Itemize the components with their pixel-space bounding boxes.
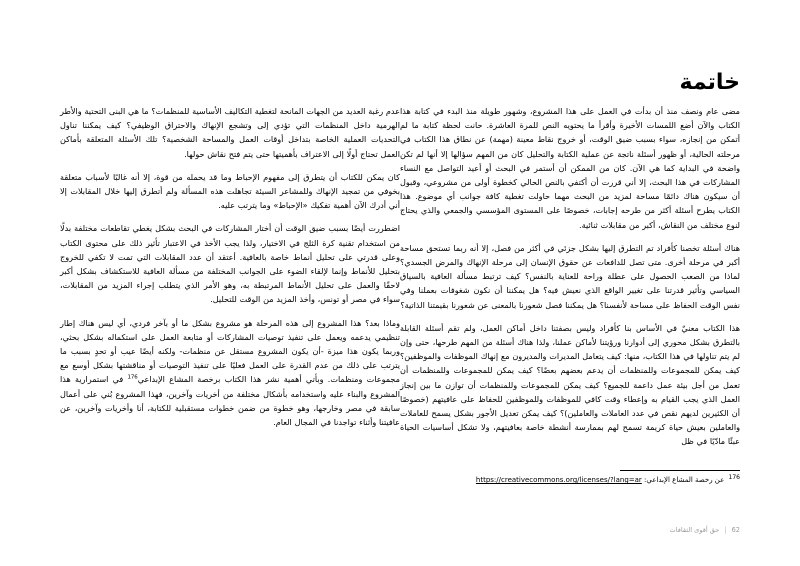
paragraph: مضى عام ونصف منذ أن بدأت في العمل على هذا المشروع، وشهور طويلة منذ البدء في كتابة هذا الكتاب والآن أضع اللمسات الأخيرة وأقرأ ما يحتويه النص للمرة العاشرة. حانت لحظة كتابة ما لم أتمكن من إنجازه، سواء بسبب ضيق الوقت، أو خروج نقاط معينة (مهمة) عن نطاق هذا الكتاب في مرحلته الحالية، أو ظهور أسئلة ناتجة عن عملية الكتابة والتحليل كان من المهم سؤالها إلا أنها لم تكن واضحة في البداية كما هي الآن. كان من الممكن أن أستمر في البحث أو أعيد التواصل مع النساء المشاركات في هذا البحث، إلا أني قررت أن أكتفي بالنص الحالي كخطوة أولى من مشروعي، وقبول أن سيكون هناك دائمًا مساحة لمزيد من البحث مهما حاولت تغطية كافة جوانب أي موضوع. هذا الكتاب يطرح أسئلة أكثر من طرحه إجابات، خصوصًا على المستوى المؤسسي والجمعي والذي يحتاج لنوع مختلف من النقاش، أكبر من مقابلات ثنائية. <box>400 106 740 230</box>
body-columns <box>60 104 740 484</box>
chapter-title: خاتمة <box>679 69 740 95</box>
footnote-zone <box>399 470 740 486</box>
column-left <box>60 104 400 429</box>
page-footer <box>60 526 740 534</box>
paragraph: هذا الكتاب معنيٌ في الأساس بنا كأفراد وليس بصفتنا داخل أماكن العمل، ولم تقم أسئلة القابلة بالتطرق بشكل محوري إلى أدوارنا ورؤيتنا لأماكن عملنا، ولذا هناك أسئلة من المهم طرحها، حتى وإن لم يتم تناولها في هذا الكتاب، منها: كيف يتعامل المديرات والمديرون مع إنهاك الموظفات والموظفين؟ كيف يمكن للمجموعات وللمنظمات أن يدعم بعضهم بعضًا؟ كيف يمكن للمجموعات وللمنظمات أن تعمل من أجل بيئة عمل داعمة للجميع؟ كيف يمكن للمجموعات وللمنظمات أن توازن ما بين إنجاز العمل الذي يجب القيام به وإعطاء وقت كافي للموظفات وللموظفين للحفاظ على عافيتهم (خصوصًا أن الكثيرين لديهم نقص في عدد العاملات والعاملين)؟ كيف يمكن تعديل الأجور بشكل يسمح للعاملات والعاملين بعيش حياة كريمة تسمح لهم بممارسة أنشطة خاصة بعافيتهم، ولا تشكل أساسيات الحياة عبئًا مادّيًا في ظل <box>400 322 740 447</box>
paragraph: هناك أسئلة تخصنا كأفراد تم التطرق إليها بشكل جزئي في أكثر من فصل، إلا أنه ربما تستحق مساحة أكبر في مرحلة أخرى. متى تصل للدافعات عن حقوق الإنسان إلى مرحلة الإنهاك والمرض الجسدي؟ لماذا من الصعب الحصول على عطلة وراحة للعناية بالنفس؟ كيف ترتبط مسألة العافية بالسياق السياسي وتأثير قدرتنا على تغيير الواقع الذي نعيش فيه؟ هل يمكننا أن نكون شغوفات بعملنا وفي نفس الوقت الحفاظ على مساحة لأنفسنا؟ هل يمكننا فصل شعورنا بالمعنى عن شعورنا بقيمتنا الذاتية؟ <box>400 242 740 310</box>
footnote-text: عن رخصة المشاع الإبداعي: <box>644 476 725 484</box>
paragraph-with-footnote-ref <box>60 316 400 430</box>
paragraph: عدم رغبة العديد من الجهات المانحة لتغطية التكاليف الأساسية للمنظمات؟ ما هي البنى التحتية والأطر الهرمية داخل المنظمات التي تؤدي إلى وتشجع الإنهاك والاحتراق الوظيفي؟ كيف يمكننا تناول التحديات العملية الخاصة بتداخل أوقات العمل والمساحة الشخصية؟ تلك الأسئلة المتعلقة بأماكن العمل تحتاج أولًا إلى الاعتراف بأهميتها حتى يتم فتح نقاش حولها. <box>60 106 400 159</box>
column-right <box>400 104 740 449</box>
footnote-link[interactable]: https://creativecommons.org/licenses/?lang=ar <box>475 476 642 484</box>
paragraph-text: وماذا بعد؟ هذا المشروع إلى هذه المرحلة هو مشروع بشكل ما أو بآخر فردي، أي ليس هناك إطار تنظيمي يدعمه ويعمل على تنفيذ توصيات المشاركات أو متابعة العمل على استكماله بشكل بحثي، وربما يكون هذا ميزة -أن يكون المشروع مستقل عن منظمات- ولكنه أيضًا عيب أو تحدٍ بسبب ما يترتب على ذلك من عدم القدرة على العمل فعليًا على تنفيذ التوصيات أو مناقشتها بشكل أوسع مع مجموعات ومنظمات. وبأتي أهمية نشر هذا الكتاب برخصة المشاع الإبداعي$^{176}$ في استمرارية هذا المشروع والبناء عليه واستخدامه بأشكال مختلفة من أخريات وآخرين، فهذا المشروع بُني على أعمال سابقة في مصر وخارجها، وهو خطوة من ضمن خطوات مستقبلية للكتابة، أنا وأخريات وآخرين، عن عافيتنا وأثناء تواجدنا في المجال العام. <box>60 317 400 428</box>
footer-separator: | <box>724 526 727 534</box>
footnote-number: 176 <box>728 473 740 481</box>
footnote-separator-rule <box>620 470 740 471</box>
footer-book-title: حق أقوى الثقافات <box>669 526 720 534</box>
paragraph: اضطررت أيضًا بسبب ضيق الوقت أن أختار المشاركات في البحث بشكل يغطي تقاطعات مختلفة بدلًا من استخدام تقنية كرة الثلج في الاختيار، ولذا يجب الأخذ في الاعتبار تأثير ذلك على محتوى الكتاب وعلى قدرتي على تحليل أنماط خاصة بالعافية. أعتقد أن عدد المقابلات التي تمت لا تكفي للخروج بتحليل للأنماط وإنما لإلقاء الضوء على الجوانب المختلفة من مسألة العافية للاستكشاف بشكل أكبر لاحقًا والعمل على تحليل الأنماط المرتبطة به، وهو الأمر الذي يتطلب إجراء المزيد من المقابلات، سواء في مصر أو تونس، وأخذ المزيد من الوقت للتحليل. <box>60 223 400 305</box>
footnote-item <box>399 475 740 486</box>
page-number: 62 <box>731 526 740 534</box>
footnote-reference-marker[interactable]: 176 <box>127 374 138 381</box>
paragraph: كان يمكن للكتاب أن يتطرق إلى مفهوم الإحباط وما قد يحمله من قوة، إلا أنه غالبًا لأسباب متعلقة بخوفي من تمجيد الإنهاك وللمشاعر السيئة تجاهلت هذه المسألة ولم أتطرق إليها خلال المقابلات إلا أني أدرك الآن أهمية تفكيك «الإحباط» وما يترتب عليه. <box>60 171 400 211</box>
